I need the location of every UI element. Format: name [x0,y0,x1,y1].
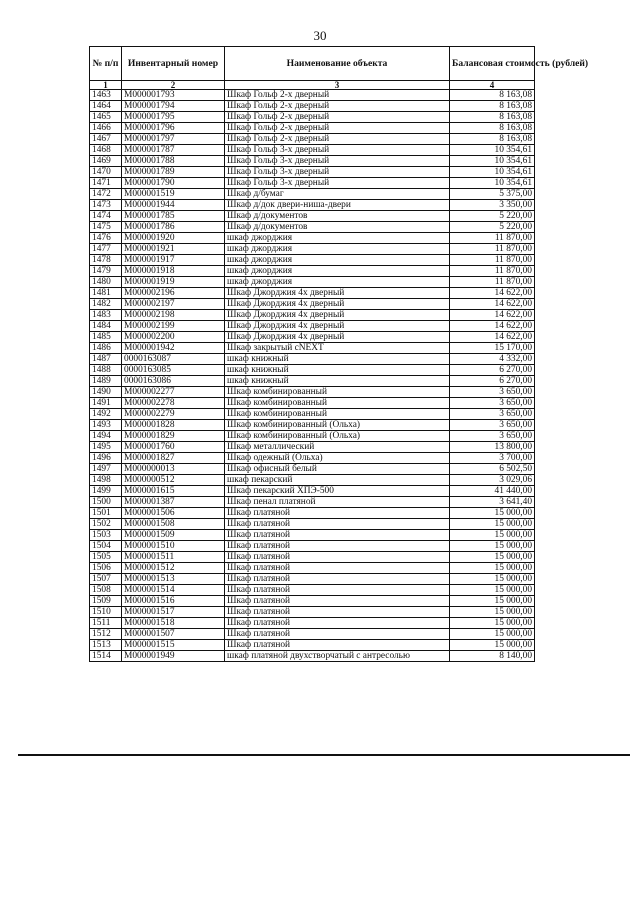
inventory-number: М000001511 [122,552,225,563]
inventory-number: М000001518 [122,618,225,629]
object-name: Шкаф платяной [225,563,450,574]
row-number: 1475 [90,222,122,233]
row-number: 1478 [90,255,122,266]
table-row [90,475,535,486]
balance-cost: 15 000,00 [450,618,535,629]
balance-cost: 11 870,00 [450,266,535,277]
column-number: 2 [122,81,225,90]
inventory-number: М000001829 [122,431,225,442]
row-number: 1466 [90,123,122,134]
object-name: Шкаф пекарский ХПЭ-500 [225,486,450,497]
row-number: 1503 [90,530,122,541]
balance-cost: 6 270,00 [450,365,535,376]
row-number: 1513 [90,640,122,651]
inventory-number: М000001917 [122,255,225,266]
inventory-number: М000001949 [122,651,225,662]
inventory-number: М000001507 [122,629,225,640]
balance-cost: 10 354,61 [450,145,535,156]
row-number: 1501 [90,508,122,519]
balance-cost: 15 000,00 [450,563,535,574]
row-number: 1465 [90,112,122,123]
inventory-number: М000001615 [122,486,225,497]
object-name: шкаф книжный [225,354,450,365]
object-name: Шкаф Гольф 3-х дверный [225,156,450,167]
row-number: 1476 [90,233,122,244]
object-name: Шкаф комбинированный [225,398,450,409]
row-number: 1467 [90,134,122,145]
row-number: 1463 [90,90,122,101]
balance-cost: 8 163,08 [450,101,535,112]
header-num: № п/п [90,47,122,81]
object-name: Шкаф комбинированный [225,409,450,420]
object-name: Шкаф комбинированный [225,387,450,398]
object-name: Шкаф Джорджия 4х дверный [225,288,450,299]
inventory-number: М000001918 [122,266,225,277]
inventory-number: М000001797 [122,134,225,145]
balance-cost: 6 502,50 [450,464,535,475]
object-name: Шкаф платяной [225,530,450,541]
balance-cost: 15 000,00 [450,530,535,541]
table-row [90,629,535,640]
table-row [90,442,535,453]
balance-cost: 41 440,00 [450,486,535,497]
row-number: 1480 [90,277,122,288]
inventory-number: М000001796 [122,123,225,134]
row-number: 1479 [90,266,122,277]
object-name: Шкаф д/документов [225,211,450,222]
object-name: Шкаф Гольф 2-х дверный [225,90,450,101]
table-row [90,376,535,387]
inventory-number: М000001516 [122,596,225,607]
object-name: Шкаф платяной [225,519,450,530]
object-name: Шкаф платяной [225,552,450,563]
inventory-number: М000001506 [122,508,225,519]
balance-cost: 8 163,08 [450,112,535,123]
header-balance-cost: Балансовая стоимость (рублей) [450,47,535,81]
inventory-number: М000001789 [122,167,225,178]
object-name: Шкаф Гольф 2-х дверный [225,112,450,123]
balance-cost: 5 375,00 [450,189,535,200]
object-name: Шкаф Гольф 2-х дверный [225,101,450,112]
inventory-number: М000001512 [122,563,225,574]
table-row [90,123,535,134]
row-number: 1482 [90,299,122,310]
object-name: Шкаф платяной [225,585,450,596]
balance-cost: 10 354,61 [450,178,535,189]
balance-cost: 3 650,00 [450,420,535,431]
table-row [90,497,535,508]
table-row [90,574,535,585]
table-row [90,156,535,167]
object-name: Шкаф платяной [225,596,450,607]
row-number: 1472 [90,189,122,200]
object-name: Шкаф офисный белый [225,464,450,475]
inventory-number: М000001387 [122,497,225,508]
object-name: Шкаф Гольф 2-х дверный [225,134,450,145]
balance-cost: 11 870,00 [450,233,535,244]
table-row [90,112,535,123]
object-name: Шкаф Гольф 3-х дверный [225,178,450,189]
balance-cost: 15 000,00 [450,596,535,607]
object-name: шкаф джорджия [225,244,450,255]
inventory-number: М000001944 [122,200,225,211]
balance-cost: 3 700,00 [450,453,535,464]
row-number: 1494 [90,431,122,442]
header-object-name: Наименование объекта [225,47,450,81]
object-name: шкаф книжный [225,365,450,376]
inventory-number: М000002200 [122,332,225,343]
table-row [90,299,535,310]
inventory-number: М000001920 [122,233,225,244]
table-row [90,596,535,607]
table-row [90,244,535,255]
table-row [90,90,535,101]
inventory-number: М000002197 [122,299,225,310]
row-number: 1506 [90,563,122,574]
row-number: 1471 [90,178,122,189]
balance-cost: 15 000,00 [450,552,535,563]
inventory-number: М000001508 [122,519,225,530]
balance-cost: 13 800,00 [450,442,535,453]
inventory-number: М000001828 [122,420,225,431]
inventory-number: М000001514 [122,585,225,596]
row-number: 1511 [90,618,122,629]
balance-cost: 10 354,61 [450,167,535,178]
object-name: Шкаф платяной [225,541,450,552]
row-number: 1493 [90,420,122,431]
inventory-number: М000000013 [122,464,225,475]
balance-cost: 8 163,08 [450,90,535,101]
object-name: Шкаф платяной [225,508,450,519]
row-number: 1484 [90,321,122,332]
balance-cost: 3 650,00 [450,398,535,409]
table-header-row [90,47,535,81]
table-row [90,354,535,365]
table-row [90,310,535,321]
table-row [90,552,535,563]
table-row [90,288,535,299]
inventory-number: М000001785 [122,211,225,222]
object-name: шкаф книжный [225,376,450,387]
table-row [90,453,535,464]
inventory-number: М000001795 [122,112,225,123]
column-number: 1 [90,81,122,90]
inventory-number: М000002279 [122,409,225,420]
row-number: 1469 [90,156,122,167]
table-row [90,398,535,409]
row-number: 1499 [90,486,122,497]
inventory-number: М000001794 [122,101,225,112]
object-name: Шкаф Гольф 2-х дверный [225,123,450,134]
balance-cost: 14 622,00 [450,321,535,332]
footer-divider [18,754,630,756]
row-number: 1490 [90,387,122,398]
inventory-number: М000001517 [122,607,225,618]
balance-cost: 3 641,40 [450,497,535,508]
inventory-number: М000002277 [122,387,225,398]
row-number: 1509 [90,596,122,607]
row-number: 1514 [90,651,122,662]
object-name: Шкаф Джорджия 4х дверный [225,321,450,332]
table-row [90,563,535,574]
table-row [90,145,535,156]
table-row [90,343,535,354]
table-row [90,233,535,244]
row-number: 1474 [90,211,122,222]
row-number: 1481 [90,288,122,299]
balance-cost: 8 163,08 [450,134,535,145]
row-number: 1468 [90,145,122,156]
balance-cost: 3 650,00 [450,409,535,420]
inventory-number: М000001513 [122,574,225,585]
object-name: Шкаф пенал платяной [225,497,450,508]
table-row [90,365,535,376]
inventory-number: 0000163086 [122,376,225,387]
row-number: 1464 [90,101,122,112]
inventory-number: М000001793 [122,90,225,101]
balance-cost: 11 870,00 [450,244,535,255]
table-row [90,519,535,530]
row-number: 1497 [90,464,122,475]
object-name: Шкаф комбинированный (Ольха) [225,420,450,431]
inventory-number: М000001787 [122,145,225,156]
inventory-number: М000001786 [122,222,225,233]
table-row [90,321,535,332]
object-name: Шкаф платяной [225,640,450,651]
row-number: 1473 [90,200,122,211]
object-name: Шкаф д/документов [225,222,450,233]
object-name: Шкаф Гольф 3-х дверный [225,145,450,156]
row-number: 1470 [90,167,122,178]
inventory-number: 0000163087 [122,354,225,365]
balance-cost: 15 000,00 [450,629,535,640]
balance-cost: 8 163,08 [450,123,535,134]
balance-cost: 15 000,00 [450,607,535,618]
balance-cost: 14 622,00 [450,288,535,299]
row-number: 1498 [90,475,122,486]
object-name: Шкаф комбинированный (Ольха) [225,431,450,442]
inventory-number: М000001760 [122,442,225,453]
row-number: 1485 [90,332,122,343]
object-name: шкаф джорджия [225,233,450,244]
object-name: шкаф пекарский [225,475,450,486]
object-name: Шкаф платяной [225,618,450,629]
balance-cost: 3 029,06 [450,475,535,486]
object-name: Шкаф закрытый cNEXT [225,343,450,354]
balance-cost: 6 270,00 [450,376,535,387]
balance-cost: 11 870,00 [450,255,535,266]
balance-cost: 3 350,00 [450,200,535,211]
table-row [90,211,535,222]
row-number: 1504 [90,541,122,552]
balance-cost: 15 000,00 [450,508,535,519]
table-row [90,200,535,211]
row-number: 1491 [90,398,122,409]
inventory-number: М000000512 [122,475,225,486]
row-number: 1508 [90,585,122,596]
table-row [90,134,535,145]
table-row [90,486,535,497]
header-inventory-number: Инвентарный номер [122,47,225,81]
table-row [90,640,535,651]
balance-cost: 10 354,61 [450,156,535,167]
row-number: 1492 [90,409,122,420]
row-number: 1487 [90,354,122,365]
column-number: 4 [450,81,535,90]
table-row [90,178,535,189]
table-row [90,332,535,343]
object-name: Шкаф металлический [225,442,450,453]
object-name: Шкаф Гольф 3-х дверный [225,167,450,178]
column-number: 3 [225,81,450,90]
object-name: Шкаф Джорджия 4х дверный [225,310,450,321]
object-name: Шкаф платяной [225,629,450,640]
inventory-number: М000001827 [122,453,225,464]
table-row [90,541,535,552]
inventory-number: М000001921 [122,244,225,255]
balance-cost: 3 650,00 [450,431,535,442]
inventory-table [89,46,589,662]
table-row [90,167,535,178]
inventory-number: 0000163085 [122,365,225,376]
row-number: 1486 [90,343,122,354]
table-row [90,508,535,519]
inventory-number: М000002278 [122,398,225,409]
balance-cost: 5 220,00 [450,211,535,222]
row-number: 1495 [90,442,122,453]
row-number: 1507 [90,574,122,585]
table-row [90,387,535,398]
object-name: Шкаф платяной [225,607,450,618]
row-number: 1496 [90,453,122,464]
inventory-number: М000002199 [122,321,225,332]
balance-cost: 14 622,00 [450,310,535,321]
object-name: шкаф джорджия [225,277,450,288]
object-name: Шкаф одежный (Ольха) [225,453,450,464]
object-name: шкаф джорджия [225,266,450,277]
inventory-number: М000001942 [122,343,225,354]
inventory-number: М000001919 [122,277,225,288]
table-row [90,189,535,200]
row-number: 1502 [90,519,122,530]
balance-cost: 8 140,00 [450,651,535,662]
column-number-row [90,81,535,90]
table-row [90,222,535,233]
table-row [90,464,535,475]
table-row [90,420,535,431]
table-row [90,607,535,618]
balance-cost: 15 000,00 [450,574,535,585]
object-name: Шкаф д/док двери-ниша-двери [225,200,450,211]
balance-cost: 15 000,00 [450,585,535,596]
balance-cost: 15 170,00 [450,343,535,354]
object-name: шкаф платяной двухстворчатый с антресолью [225,651,450,662]
balance-cost: 5 220,00 [450,222,535,233]
object-name: Шкаф Джорджия 4х дверный [225,332,450,343]
row-number: 1500 [90,497,122,508]
table-row [90,101,535,112]
row-number: 1512 [90,629,122,640]
row-number: 1483 [90,310,122,321]
row-number: 1489 [90,376,122,387]
object-name: Шкаф платяной [225,574,450,585]
row-number: 1477 [90,244,122,255]
page-number: 30 [313,28,327,43]
balance-cost: 11 870,00 [450,277,535,288]
table-row [90,431,535,442]
row-number: 1510 [90,607,122,618]
inventory-number: М000001510 [122,541,225,552]
balance-cost: 15 000,00 [450,541,535,552]
table-row [90,255,535,266]
table-row [90,585,535,596]
balance-cost: 14 622,00 [450,332,535,343]
inventory-number: М000002198 [122,310,225,321]
table-row [90,409,535,420]
table-row [90,618,535,629]
row-number: 1505 [90,552,122,563]
balance-cost: 15 000,00 [450,519,535,530]
inventory-number: М000001790 [122,178,225,189]
row-number: 1488 [90,365,122,376]
table-row [90,277,535,288]
balance-cost: 3 650,00 [450,387,535,398]
inventory-number: М000001788 [122,156,225,167]
object-name: Шкаф д/бумаг [225,189,450,200]
table-row [90,651,535,662]
balance-cost: 4 332,00 [450,354,535,365]
balance-cost: 15 000,00 [450,640,535,651]
inventory-number: М000001519 [122,189,225,200]
inventory-number: М000001509 [122,530,225,541]
table-row [90,530,535,541]
inventory-number: М000002196 [122,288,225,299]
table-row [90,266,535,277]
balance-cost: 14 622,00 [450,299,535,310]
object-name: шкаф джорджия [225,255,450,266]
object-name: Шкаф Джорджия 4х дверный [225,299,450,310]
inventory-number: М000001515 [122,640,225,651]
